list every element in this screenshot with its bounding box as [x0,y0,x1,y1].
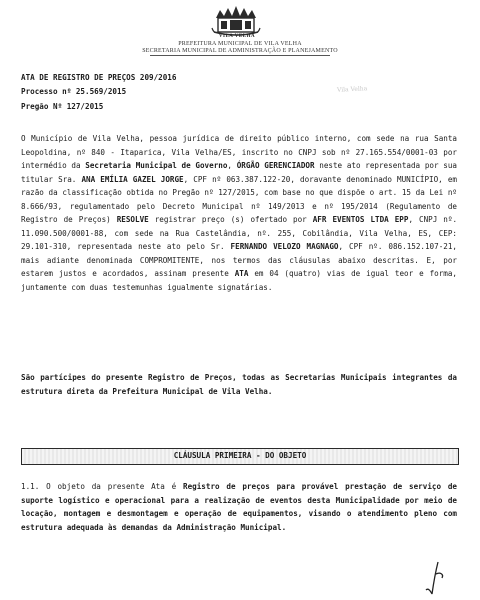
preamble-titular: ANA EMÍLIA GAZEL JORGE [81,174,184,184]
preamble-text: , [227,161,237,170]
preamble-text: neste ato representada por sua titular Sra. [21,161,457,184]
clause-title: CLÁUSULA PRIMEIRA - DO OBJETO [173,451,307,460]
participants-paragraph [21,371,457,398]
preamble-resolve: RESOLVE [116,215,149,224]
preamble-representante: FERNANDO VELOZO MAGNAGO [230,242,339,251]
ata-number: ATA DE REGISTRO DE PREÇOS 209/2016 [21,73,177,82]
preamble-text: , CPF nº 063.387.122-20, doravante denominado MUNICÍPIO, em razão da classificação obtida no Pregão nº 127/2015, com base no que dispõe o art. 15 da Lei nº 8.666/93, regulamentado pelo Decreto Municipal nº 149/2013 e nº 195/2014 (Regulamento de Registro de Preços) [21,174,457,224]
faint-stamp-note: Vila Velha [336,85,368,94]
preamble-text: , CNPJ nº. 11.090.500/0001-88, com sede na Rua Castelândia, nº. 255, Cobilândia, Vila Velha, ES, CEP: 29.101-310, representada neste ato pelo Sr. [21,215,458,251]
header-prefeitura: PREFEITURA MUNICIPAL DE VILA VELHA [178,41,302,47]
clause-title-box [21,448,459,465]
object-text: 1.1. O objeto da presente Ata é [21,482,184,491]
processo-number: Processo nº 25.569/2015 [21,87,127,96]
header-secretaria: SECRETARIA MUNICIPAL DE ADMINISTRAÇÃO E PLANEJAMENTO [142,48,338,54]
preamble-ata: ATA [234,269,249,278]
preamble-empresa: AFR EVENTOS LTDA EPP [312,215,409,224]
preamble-text: O Município de Vila Velha, pessoa jurídica de direito público interno, com sede na rua Santa Leopoldina, nº 840 - Itaparica, Vila Velha/ES, inscrito no CNPJ sob nº 27.165.554/0001-03 por intermédio da [21,134,457,170]
object-paragraph [21,480,457,534]
preamble-text: em 04 (quatro) vias de igual teor e forma, juntamente com duas testemunhas igualmente signatárias. [21,269,457,292]
preamble-text: , CPF nº. 086.152.107-21, mais adiante denominada COMPROMITENTE, nos termos das cláusulas abaixo descritas. E, por estarem justos e acordados, assinam presente [21,242,457,278]
signature-mark-icon [420,560,450,598]
object-description: Registro de preços para provável prestação de serviço de suporte logístico e operacional para a realização de eventos desta Municipalidade por meio de locação, montagem e desmontagem e operação de equipamentos, visando o atendimento pleno com estrutura adequada às demandas da Administração Municipal. [21,482,457,532]
crest-caption: VILA VELHA [218,34,256,39]
header-divider [150,55,330,56]
preamble-text: registrar preço (s) ofertado por [148,215,313,224]
preamble-orgao: ÓRGÃO GERENCIADOR [236,161,315,170]
pregao-number: Pregão Nº 127/2015 [21,102,104,111]
preamble-secretaria: Secretaria Municipal de Governo [85,161,228,170]
participants-text: São partícipes do presente Registro de Preços, todas as Secretarias Municipais integrantes da estrutura direta da Prefeitura Municipal de Vila Velha. [21,373,457,396]
preamble-paragraph [21,132,457,294]
